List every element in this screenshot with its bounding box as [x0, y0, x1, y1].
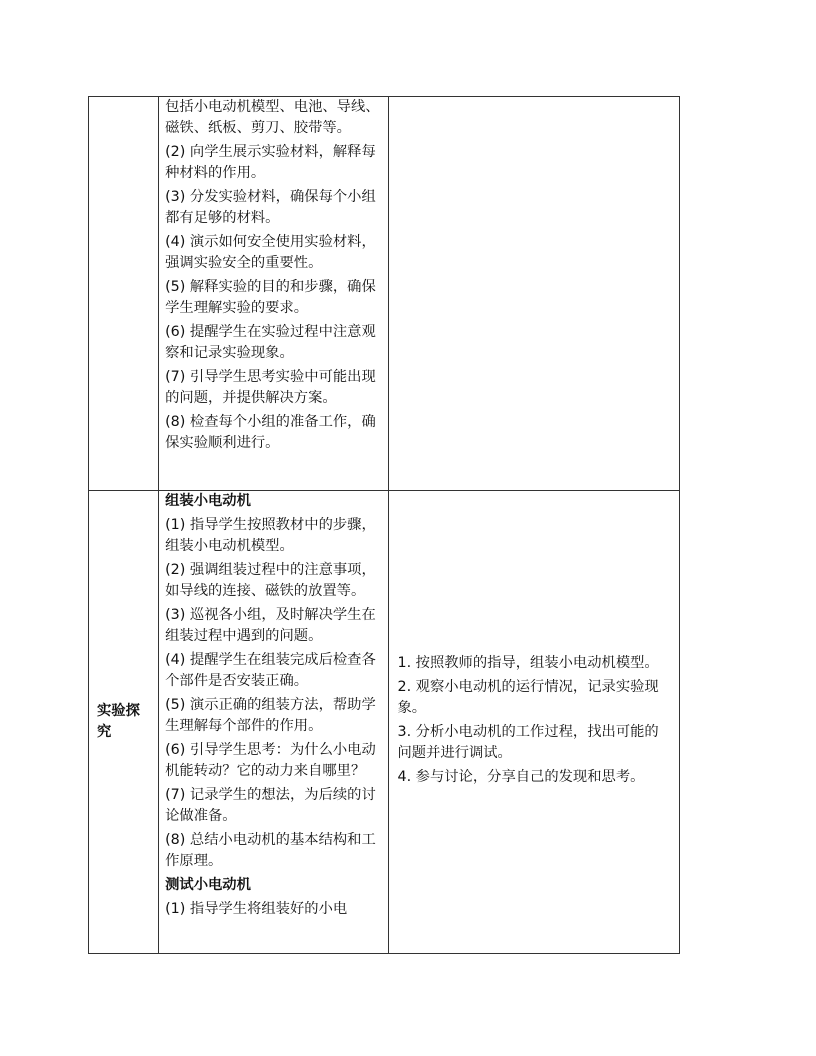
lesson-plan-table [88, 96, 680, 954]
teacher-step: (3) 巡视各小组，及时解决学生在组装过程中遇到的问题。 [165, 607, 376, 644]
teacher-step: (5) 解释实验的目的和步骤，确保学生理解实验的要求。 [165, 279, 376, 316]
subsection-heading: 组装小电动机 [165, 493, 251, 509]
teacher-step: (8) 检查每个小组的准备工作，确保实验顺利进行。 [165, 414, 376, 451]
teacher-step: (1) 指导学生按照教材中的步骤，组装小电动机模型。 [165, 517, 376, 554]
teacher-step: (2) 向学生展示实验材料，解释每种材料的作用。 [165, 144, 376, 181]
student-step: 3. 分析小电动机的工作过程，找出可能的问题并进行调试。 [397, 724, 659, 761]
student-activity-cell [389, 491, 680, 954]
section-label: 实验探究 [97, 703, 140, 740]
teacher-step: (1) 指导学生将组装好的小电 [165, 901, 348, 917]
teacher-step: (8) 总结小电动机的基本结构和工作原理。 [165, 832, 376, 869]
student-activity-cell [389, 97, 680, 491]
student-step: 2. 观察小电动机的运行情况，记录实验现象。 [397, 679, 659, 716]
teacher-step: (6) 引导学生思考：为什么小电动机能转动？它的动力来自哪里？ [165, 742, 376, 779]
table-row [89, 491, 680, 954]
subsection-heading: 测试小电动机 [165, 877, 251, 893]
teacher-step: (4) 提醒学生在组装完成后检查各个部件是否安装正确。 [165, 652, 376, 689]
teacher-step: 包括小电动机模型、电池、导线、磁铁、纸板、剪刀、胶带等。 [165, 99, 380, 136]
section-label-cell [89, 97, 159, 491]
teacher-step: (3) 分发实验材料，确保每个小组都有足够的材料。 [165, 189, 376, 226]
teacher-step: (7) 引导学生思考实验中可能出现的问题，并提供解决方案。 [165, 369, 376, 406]
table-row [89, 97, 680, 491]
teacher-step: (6) 提醒学生在实验过程中注意观察和记录实验现象。 [165, 324, 376, 361]
student-step: 1. 按照教师的指导，组装小电动机模型。 [397, 655, 659, 671]
teacher-step: (7) 记录学生的想法，为后续的讨论做准备。 [165, 787, 376, 824]
teacher-activity-cell [159, 97, 389, 491]
section-label-cell [89, 491, 159, 954]
student-step: 4. 参与讨论，分享自己的发现和思考。 [397, 769, 645, 785]
teacher-step: (2) 强调组装过程中的注意事项，如导线的连接、磁铁的放置等。 [165, 562, 376, 599]
teacher-activity-cell [159, 491, 389, 954]
teacher-step: (4) 演示如何安全使用实验材料，强调实验安全的重要性。 [165, 234, 376, 271]
teacher-step: (5) 演示正确的组装方法，帮助学生理解每个部件的作用。 [165, 697, 376, 734]
